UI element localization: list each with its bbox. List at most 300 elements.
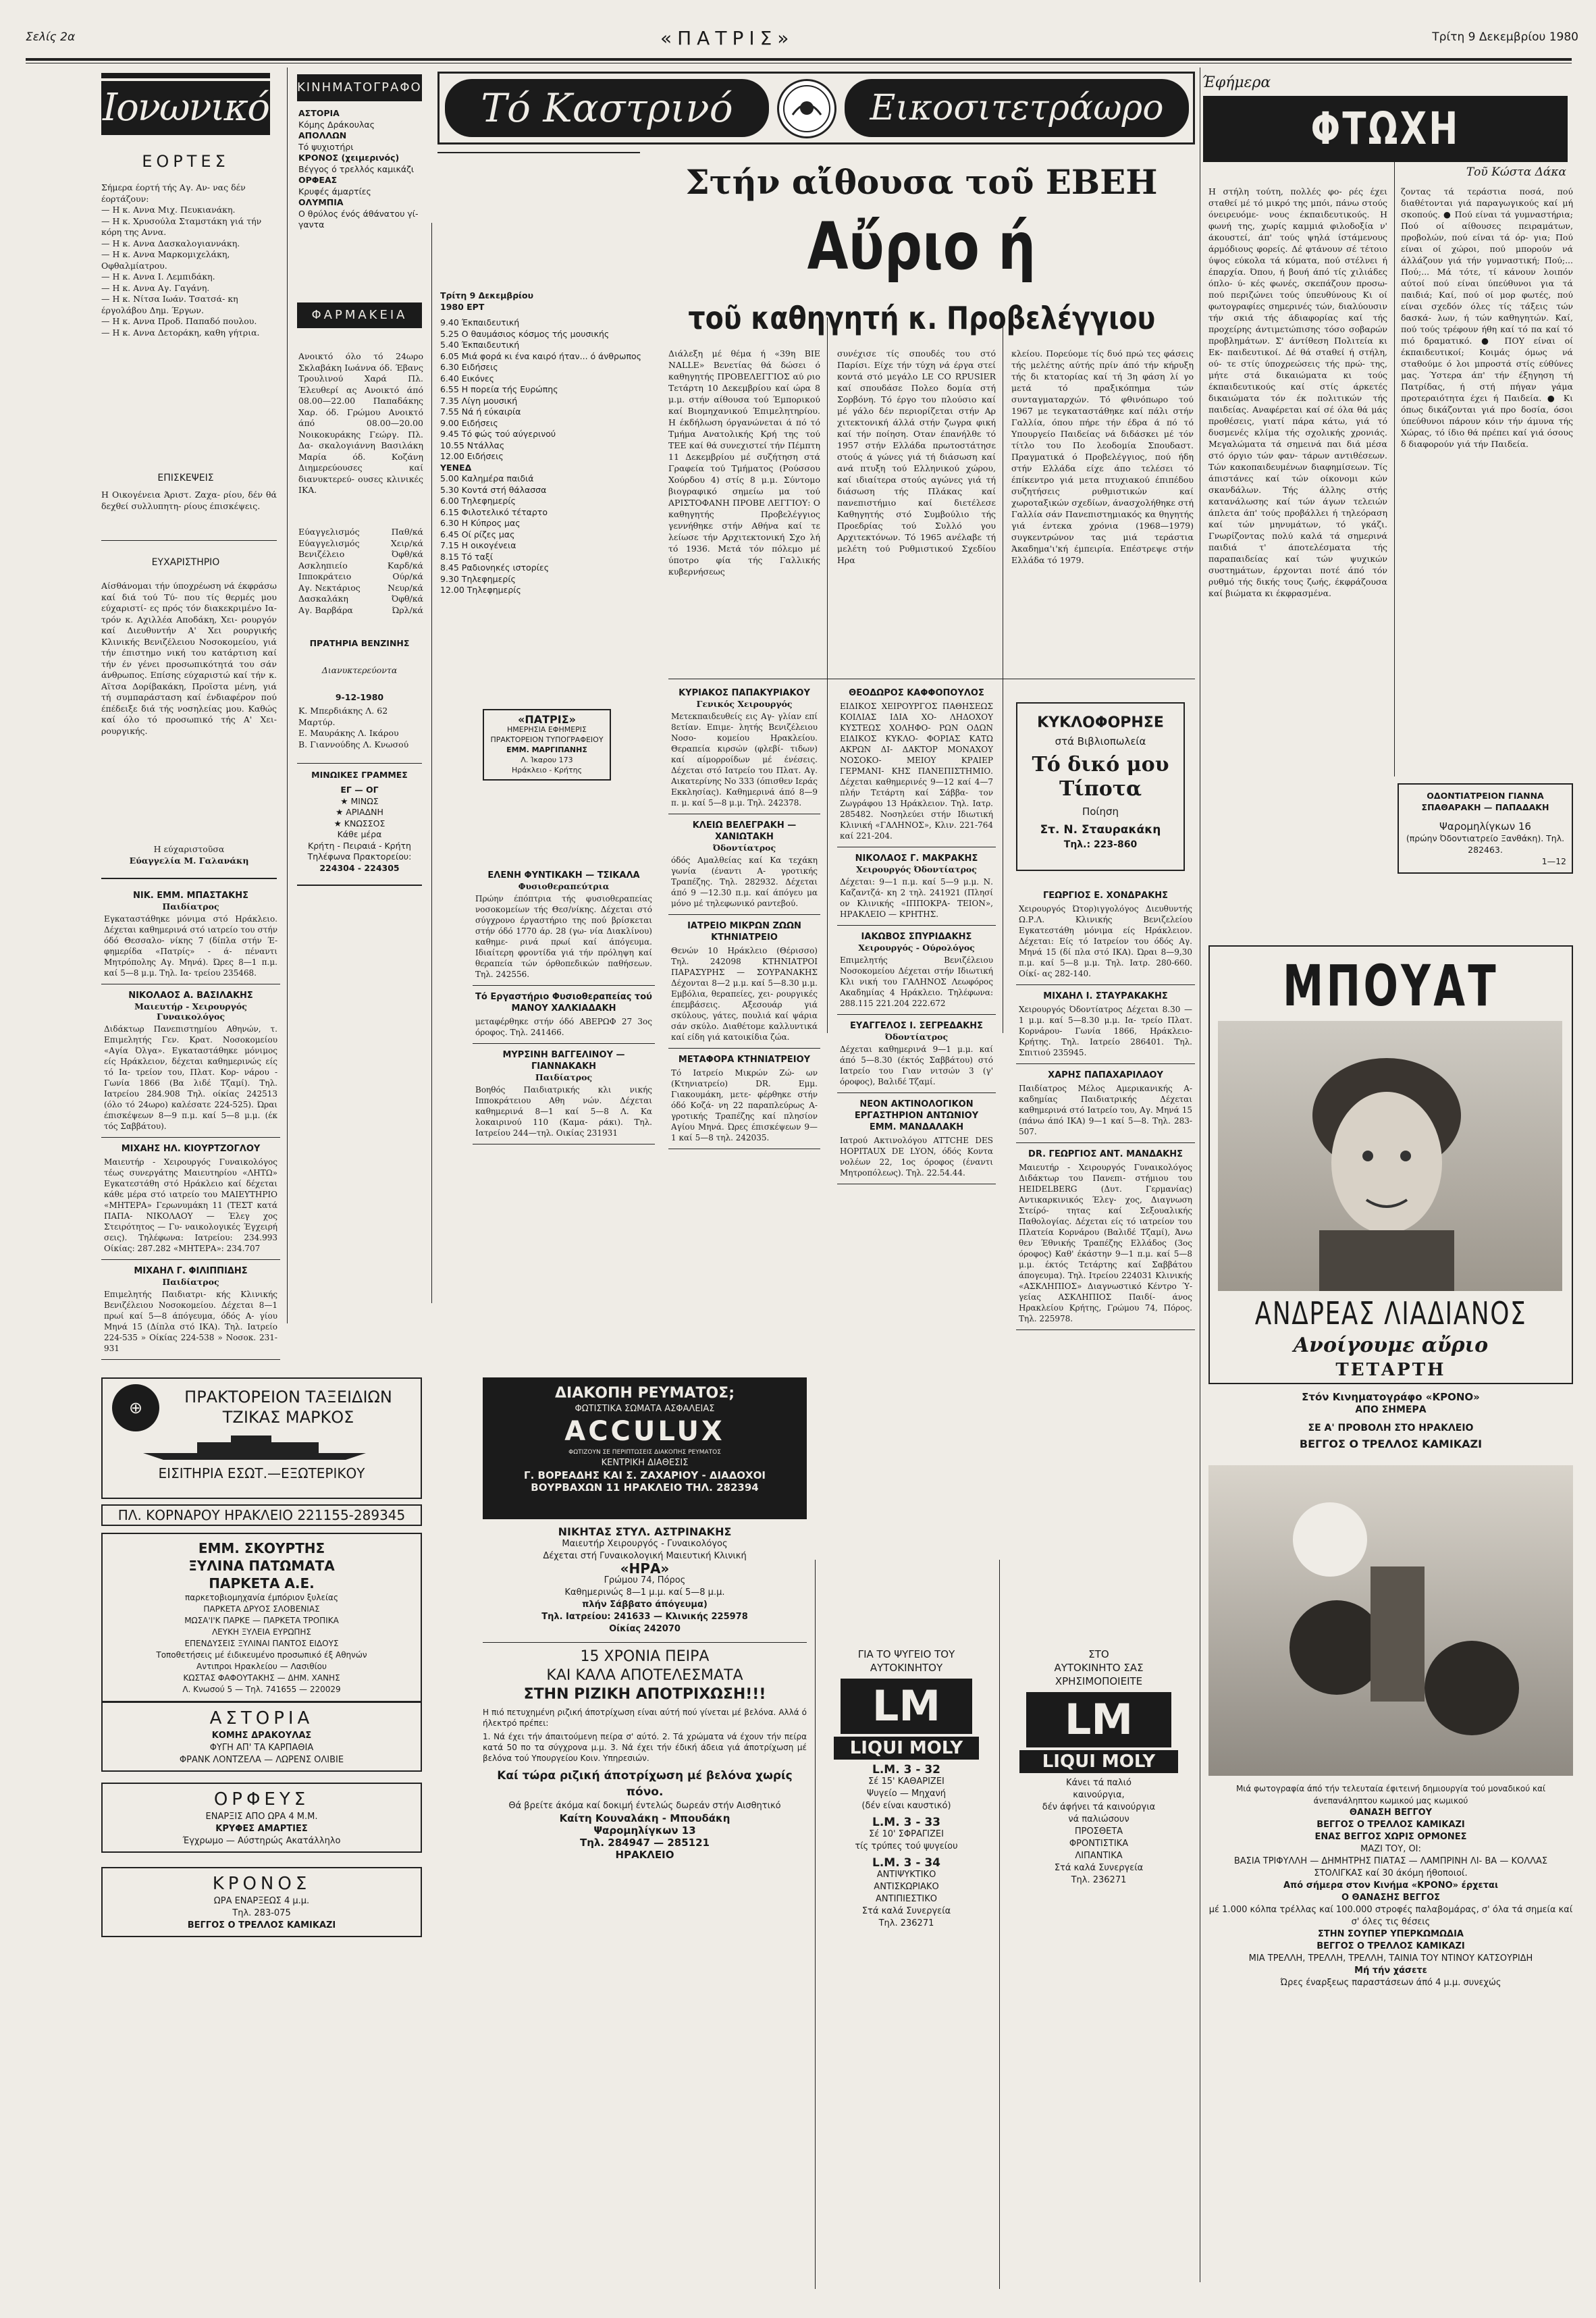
doctor-ad — [1016, 1143, 1195, 1330]
liqui-line: ΑΝΤΙΣΚΩΡΙΑΚΟ — [874, 1882, 939, 1892]
doctor-name: ΝΙΚΟΛΑΟΣ Α. ΒΑΣΙΛΑΚΗΣ — [128, 991, 253, 1001]
minoan-title: ΜΙΝΩΙΚΕΣ ΓΡΑΜΜΕΣ — [311, 770, 408, 780]
clinic-row — [298, 538, 423, 550]
minoan-line: ★ ΑΡΙΑΔΝΗ — [336, 807, 383, 817]
liqui-line: Σέ 10' ΣΦΡΑΓΙΖΕΙ — [869, 1829, 944, 1839]
doctor-name: ΧΑΡΗΣ ΠΑΠΑΧΑΡΙΛΑΟΥ — [1048, 1070, 1163, 1080]
parquet-line: ΜΩΣΑ'Ι'Κ ΠΑΡΚΕ — ΠΑΡΚΕΤΑ ΤΡΟΠΙΚΑ — [184, 1616, 339, 1625]
lecture-text-3: κλείου. Πορεύομε τίς δυό πρώ τες φάσεις τής μελέτης αύτής πρίν άπό τήν κήρυξη τής δι κτατορίας καί τή 3η φάση λί γο μετά τό πραξικόπημα τών συνταγματαρχών. Τό φθινόπωρο τού 1967 με τεγκαταστάθηκε καί πάλι στήν Γαλλία, όπου πήρε τήν έδρα ά πό τό Υπουργείο Παιδείας νά διδάσκει μέ τόν τίτλο του Πο λεοδομία Σπουδαστ. Πραγματικά ό Προβελέγγιος, πού ήδη στήν Ελλάδα είχε άπο τελέσει τό έπίκεντρο γιά μετα πτυχιακού έπιπέδου συζητήσεις ρυθμιστικών καί χωροταξικών σχεδίων, άνασχολήθηκε στή Γαλλία σάν Πανεπιστημιακός κα θηγητής γιά έντεκα χρόνια (1968—1979) συγκεντρώνον τας μιά τεράστια Άκαδημα'ι'κή έμπειρία. Επέστρεψε στήν Ελλάδα τό 1979. — [1011, 348, 1194, 565]
doctor-specialty: Γενικός Χειρουργός — [696, 699, 793, 709]
lecture-headline: Αὔριο ή — [807, 209, 1036, 284]
patris-line: ΕΜΜ. ΜΑΡΓΙΠΑΝΗΣ — [506, 745, 587, 754]
hair-removal-line: Θά βρείτε άκόμα καί δοκιμή έντελώς δωρεάν στήν Αισθητικό — [508, 1801, 781, 1811]
petrol-list — [298, 706, 423, 750]
clinic-type: Παθ/κά — [391, 527, 423, 537]
minoan-line: ★ ΚΝΩΣΣΟΣ — [334, 818, 385, 828]
parquet-line: ΠΑΡΚΕΤΑ ΔΡΥΟΣ ΣΛΟΒΕΝΙΑΣ — [203, 1604, 320, 1614]
liqui-line: νά παλιώσουν — [1068, 1814, 1129, 1824]
tv-item: 5.30 Κοντά στή θάλασσα — [440, 484, 547, 495]
parquet-ad — [101, 1533, 422, 1702]
astoria-line: ΦΡΑΝΚ ΛΟΝΤΖΕΛΑ — ΛΩΡΕΝΣ ΟΛΙΒΙΕ — [179, 1755, 344, 1765]
doctor-details: ΕΙΔΙΚΟΣ ΧΕΙΡΟΥΡΓΟΣ ΠΑΘΗΣΕΩΣ ΚΟΙΛΙΑΣ ΙΔΙΑ ΧΟ- ΛΗΔΟΧΟΥ ΚΥΣΤΕΩΣ ΧΟΛΗΦΟ- ΡΩΝ ΟΔΩΝ ΕΙΔΙΚΟΣ ΚΥΚΛΟ- ΦΟΡΙΑΣ ΚΑΤΩ ΑΚΡΩΝ ΔΙ- ΔΑΚΤΟΡ ΜΟΝΑΧΟΥ ΝΟΣΟΚΟ- ΜΕΙΟΥ ΚΡΑΙΕΡ ΓΕΡΜΑΝΙ- ΚΗΣ ΠΑΝΕΠΙΣΤΗΜΙΟ. Δέχεται καθημερινές 9—12 καί 4—7 πλήν Τετάρτη καί Σάββα- τον Ζωγράφου 13 Ηράκλειον. Τηλ. Ιατρ. 285482. Νοσηλεύει στήν Ιδιωτική Κλινική «ΓΑΛΗΝΟΣ», Κλιν. 221-764 καί 221-204. — [840, 702, 993, 841]
orfeus-line: Έγχρωμο — Αύστηρώς Ακατάλληλο — [182, 1836, 341, 1846]
travel-address: ΠΛ. ΚΟΡΝΑΡΟΥ ΗΡΑΚΛΕΙΟ 221155-289345 — [101, 1504, 422, 1526]
doctor-name: ΕΛΕΝΗ ΦΥΝΤΙΚΑΚΗ — ΤΣΙΚΑΛΑ — [487, 870, 640, 880]
cinema-line: ΟΡΦΕΑΣ — [298, 175, 338, 185]
tv-item: 10.55 Ντάλλας — [440, 440, 505, 450]
clinic-name: Βενιζέλειο — [298, 549, 345, 559]
ship-icon — [143, 1433, 379, 1460]
doctor-ad — [668, 1049, 820, 1149]
liqui-line: L.M. 3 - 33 — [872, 1816, 940, 1829]
liqui-line: ΛΙΠΑΝΤΙΚΑ — [1075, 1851, 1123, 1861]
doctor-name: ΜΕΤΑΦΟΡΑ ΚΤΗΝΙΑΤΡΕΙΟΥ — [678, 1055, 811, 1065]
book-ad: ΚΥΚΛΟΦΟΡΗΣΕ στά Βιβλιοπωλεία Τό δικό μου Τίποτα Ποίηση Στ. Ν. Σταυρακάκη Τηλ.: 223-860 — [1016, 702, 1185, 871]
acculux-line: Γ. ΒΟΡΕΑΔΗΣ ΚΑΙ Σ. ΖΑΧΑΡΙΟΥ - ΔΙΑΔΟΧΟΙ — [524, 1469, 766, 1481]
clinic-row — [298, 594, 423, 605]
minoan-line: Τηλέφωνα Πρακτορείου: — [307, 851, 412, 862]
tv-item: 7.35 Λίγη μουσική — [440, 395, 518, 406]
minoan-line: ★ ΜΙΝΩΣ — [340, 795, 379, 806]
tv-item: 9.30 Τηλεφημερίς — [440, 573, 516, 584]
patris-box — [483, 709, 611, 781]
minoan-line: 224304 - 224305 — [319, 862, 400, 873]
thanks-sign: Η εύχαριστοῦσα Εύαγγελία Μ. Γαλανάκη — [129, 844, 249, 866]
orfeus-line: ΚΡΥΦΕΣ ΑΜΑΡΤΙΕΣ — [215, 1824, 308, 1834]
cinema-line: Ο θρύλος ένός άθάνατου γί- γαντα — [298, 208, 419, 230]
minoan-line: Κάθε μέρα — [337, 829, 382, 839]
liqui-line: ΣΤΟ — [1088, 1648, 1109, 1660]
doctor-ad — [1016, 1064, 1195, 1143]
kronos-line: ΒΕΓΓΟΣ Ο ΤΡΕΛΛΟΣ ΚΑΜΙΚΑΖΙ — [187, 1920, 336, 1930]
kronos-detail-line: ΣΤΗΝ ΣΟΥΠΕΡ ΥΠΕΡΚΩΜΩΔΙΑ — [1318, 1929, 1464, 1939]
doctor-name: DR. ΓΕΩΡΓΙΟΣ ΑΝΤ. ΜΑΝΔΑΚΗΣ — [1028, 1149, 1183, 1159]
kronos-detail-line: ΕΝΑΣ ΒΕΓΓΟΣ ΧΩΡΙΣ ΟΡΜΟΝΕΣ — [1314, 1832, 1467, 1842]
column-kicker: Έφήμερα — [1202, 74, 1271, 91]
kronos-detail-line: ΒΕΓΓΟΣ Ο ΤΡΕΛΛΟΣ ΚΑΜΙΚΑΖΙ — [1316, 1941, 1465, 1951]
parquet-line: ΞΥΛΙΝΑ ΠΑΤΩΜΑΤΑ — [188, 1558, 335, 1574]
tv-item: 5.40 Έκπαιδευτική — [440, 340, 520, 350]
singer-name: ΑΝΔΡΕΑΣ ΛΙΑΔΙΑΝΟΣ — [1254, 1295, 1527, 1332]
doctor-details: Βοηθός Παιδιατρικής κλι νικής Ιπποκράτειου Αθη νών. Δέχεται καθημερινά 8—1 καί 5—8 Λ. Κα λοκαιρινού 110 (Καμα- ράκι). Τηλ. Ιατρείου 244—τηλ. Οικίας 231931 — [475, 1085, 652, 1138]
lecture-text-2: συνέχισε τίς σπουδές του στό Παρίσι. Είχε τήν τύχη νά έργα στεί κοντά στό μεγάλο LE CO RPUSIER καί σπουδάσε Πολεο δομία στή Σορβόνη. Τό έργο του πλούσιο καί μέ γάλο δέν περιορίζεται στήν Αρ χιτεκτονική άλλά στήν ζωγρα φική καί τήν ποίηση. Οταν έπανήλθε τό 1957 στήν Ελλάδα πρωτοστάτησε στούς ά γώνες γιά τή διάσωση καί ανά πτυξη τού Ελληνικού χώρου, καί ιδιαίτερα στούς αγώνες γιά τή διάσωση τής Πλάκας καί πανεπιστήμιο καί διετέλεσε Καθηγητής στό Συμβούλιο τής Προεδρίας τού Συλλό γου Αρχιτεκτόνων. Τό 1965 ανέλαβε τή μελέτη τού Ρυθμιστικού Σχεδίου Ηρα — [837, 348, 996, 565]
liqui-line: LM — [1026, 1692, 1171, 1747]
kronos-detail-line: ΜΙΑ ΤΡΕΛΛΗ, ΤΡΕΛΛΗ, ΤΡΕΛΛΗ, ΤΑΙΝΙΑ ΤΟΥ ΝΤΙΝΟΥ ΚΑΤΣΟΥΡΙΔΗ — [1248, 1953, 1533, 1964]
minoan-line: Κρήτη - Πειραιά - Κρήτη — [308, 840, 411, 851]
doctor-specialty: Παιδίατρος — [162, 901, 219, 912]
cinema-line: Κρυφές άμαρτίες — [298, 186, 371, 196]
tv-item: ΥΕΝΕΔ — [440, 462, 472, 473]
doctor-name: ΚΥΡΙΑΚΟΣ ΠΑΠΑΚΥΡΙΑΚΟΥ — [679, 688, 810, 698]
doctor-specialty: Όδοντίατρος — [712, 843, 776, 853]
liqui-line: καινούργια, — [1073, 1790, 1125, 1800]
kronos-detail-line: Από σήμερα στον Κινήμα «ΚΡΟΝΟ» έρχεται — [1283, 1880, 1499, 1891]
doctor-details: Πρώην έπόπτρια τής φυσιοθεραπείας νοσοκομείων τής Θεσ/νίκης. Δέχεται στό σύγχρονο έργαστήριο της πού βρίσκεται στήν όδό 1770 άρ. 28 (γω- νία Διακλίνου) καθημε- ρινά πρωί καί άπόγευμα. Ιδιαίτερη φροντίδα γιά τήν πρόληψη καί θεραπεία τών όρθοπεδικών παθήσεων. Τηλ. 242556. — [475, 894, 652, 979]
doctor-details: Διδάκτωρ Πανεπιστημίου Αθηνών, τ. Επιμελητής Γεν. Κρατ. Νοσοκομείου «Αγία Όλγα». Εγκαταστάθηκε μόνιμος είς Ηράκλειον, δέχεται καθημερινώς είς τό Ια- τρείον του, Πλατ. Κορ- νάρου - Γωνία 1866 (Βα λιδέ Τζαμί). Τηλ. Ιατρείου 284.908 Τηλ. οίκίας 242513 (όλο τό 24ωρο) καλέσατε 224-525). Ώραι έπισκέψεων 8—9 π.μ. καί 5—8 μ.μ. (έκ τός Σαββάτου). — [104, 1024, 277, 1131]
doctor-ad — [837, 1093, 996, 1184]
doctor-name: ΚΛΕΙΩ ΒΕΛΕΓΡΑΚΗ —ΧΑΝΙΩΤΑΚΗ — [692, 820, 797, 842]
clinic-name: Εύαγγελισμός — [298, 527, 360, 537]
liqui-line: (δέν είναι καυστικό) — [861, 1801, 951, 1811]
column-text-2: ζοντας τά τεράστια ποσά, πού διαθέτονται γιά παραγωγικούς καί μή σκοπούς. ● Πού είναι τά γυμναστήρια; Πού οί αίθουσες πειραμάτων, προβολών, πού είναι τά όρ- για; Πού είναι οί χώροι, πού μπορούν νά άλλάζουν γιά τήν γυμναστική; Πού;... Πού;... Μά τότε, τί κάνουν λοιπόν αύτοί πού είναι ύπεύθυνοι για τά παιδιά; Καί, πού οί μορ φωτές, πού είναι σχεδόν όλες τίς τάξεις τών δασκά- λων, ή τών καθηγητών. Καί, πού τούς τρέφουν ήθη καί τό πα καί τό πιό δραματικό. ● ΠΟΥ είναι οί έκπαιδευτικοί; Κοιμάς όμως νά σταθούμε ό λοι μπροστά στίς εύθύνες μας. Ύστερα άπ' τήν έξηγηση τή Πατρίδας, ή στή πήγαν γάμα προτεραιότητα έχει ή Παιδεία. ● Κι όπως δικάζονται γιά προ δοσία, όσοι ύπεύθυνοι πάρουν κόιν τήν άμυνα τής Χώρας, τό ίδιο θά πρέπει καί γιά όσους δ διαφορούν γιά τήν Παιδεία. — [1401, 186, 1573, 449]
hair-removal-line: ΗΡΑΚΛΕΙΟ — [615, 1849, 674, 1861]
lecture-subhead: τοῦ καθηγητή κ. Προβελέγγιου — [688, 300, 1155, 336]
parquet-line: ΕΠΕΝΔΥΣΕΙΣ ΞΥΛΙΝΑΙ ΠΑΝΤΟΣ ΕΙΔΟΥΣ — [184, 1639, 339, 1648]
doctor-ad — [473, 1044, 655, 1144]
doctor-name: ΝΙΚΟΛΑΟΣ Γ. ΜΑΚΡΑΚΗΣ — [855, 853, 978, 864]
parquet-line: ΠΑΡΚΕΤΑ Α.Ε. — [209, 1575, 315, 1591]
parquet-line: ΚΩΣΤΑΣ ΦΑΦΟΥΤΑΚΗΣ — ΔΗΜ. ΧΑΝΗΣ — [183, 1673, 340, 1683]
doctor-ad — [1016, 885, 1195, 985]
hair-removal-line: 1. Νά έχει τήν άπαιτούμενη πείρα σ' αύτό. 2. Τά χρώματα νά έχουν τήν πείρα κατά 50 πο τα σύγχρονα μ.μ. 3. Νά έχει τήν έδική άδεια γιά άποτρίχωση μέ βελόνα τού Υπουργείου Κοιν. Υπηρεσιών. — [483, 1732, 807, 1763]
doctor-details: Μετεκπαιδευθείς εις Αγ- γλίαν επί 8ετίαν. Επιμε- λητής Βενιζέλειου Νοσο- κομείου Ηρακλείου. Θεραπεία κιρσών (φλεβί- τιδων) καί αίμορροίδων μέ ένέσεις. Δέχεται στό Ιατρείο του Πλατ. Αγ. Αικατερίνης Νο 333 (όπισθεν Ιεράς Εκκλησίας). Καθημερινά άπό 8—9 π. μ. καί 5—8 μ.μ. Τηλ. 242378. — [671, 712, 818, 808]
liqui-line: τίς τρύπες τού ψυγείου — [855, 1841, 958, 1851]
tv-item: 5.25 Ο θαυμάσιος κόσμος τής μουσικής — [440, 328, 610, 339]
clinic-row — [298, 560, 423, 572]
thanks-text: Αίσθάνομαι τήν ύποχρέωση νά έκφράσω καί διά τού Τύ- που τίς θερμές μου εύχαριστί- ες πρός τόν διακεκριμένο Ια- τρόν κ. Αχιλλέα Αποδάκη, Χει- ρουργόν καί Διευθυντήν Α' Χει ρουργικής Κλινικής Βενιζέλειου Νοσοκομείου, γιά τήν έπιστημο νική του κατάρτιση καί τήν έν γένει προσωπικότητά του σάν άνθρωπος. Επίσης εύχαριστώ καί τήν κ. Αϊτσα Δορίβακάκη, Προϊστα μένη, γιά τή συμπαράσταση καί ένδιαφέρον πού έπέδειξε διά τής νοσηλείας μου. Καθώς καί όλο τό προσωπικό τής Α' Χει- ρουργικής. — [101, 581, 277, 736]
cinema-line: ΟΛΥΜΠΙΑ — [298, 197, 344, 207]
liqui-line: LM — [841, 1679, 972, 1734]
doctor-name: ΝΕΟΝ ΑΚΤΙΝΟΛΟΓΙΚΟΝ ΕΡΓΑΣΤΗΡΙΟΝ ΑΝΤΩΝΙΟΥ ΕΜΜ. ΜΑΝΔΑΛΑΚΗ — [854, 1099, 979, 1132]
clinic-row — [298, 549, 423, 560]
doctors-right — [1016, 885, 1195, 1330]
kronos-line: ΩΡΑ ΕΝΑΡΞΕΩΣ 4 μ.μ. — [213, 1896, 310, 1906]
pharmacy-title: ΦΑΡΜΑΚΕΙΑ — [297, 302, 422, 328]
singer-photo — [1218, 1021, 1562, 1291]
acculux-line: ACCULUX — [564, 1416, 725, 1447]
doctor-details: μεταφέρθηκε στήν όδό ΑΒΕΡΩΦ 27 3ος όροφος. Τηλ. 241466. — [475, 1017, 652, 1037]
kronos-detail-line: Ώρες έναρξεως παραστάσεων άπό 4 μ.μ. συνεχώς — [1280, 1978, 1501, 1988]
cinema-line: ΚΡΟΝΟΣ (χειμερινός) — [298, 153, 400, 163]
acculux-ad — [483, 1377, 807, 1519]
liqui-line: ΑΝΤΙΠΙΕΣΤΙΚΟ — [876, 1894, 937, 1904]
doctor-ad — [101, 885, 280, 984]
kronos-detail-line: Μή τήν χάσετε — [1354, 1966, 1427, 1976]
liqui-moly-ad-1 — [820, 1648, 992, 1930]
astrinakis-ad — [483, 1526, 807, 1635]
petrol-line: Β. Γιαννούδης Λ. Κνωσού — [298, 739, 409, 749]
petrol-line: Ε. Μαυράκης Λ. Ικάρου — [298, 728, 399, 738]
tv-item: 9.40 Έκπαιδευτική — [440, 317, 520, 327]
clinic-name: Δασκαλάκη — [298, 594, 348, 604]
doctors-left — [101, 885, 280, 1360]
astrinakis-line: πλήν Σάββατο άπόγευμα) — [582, 1600, 708, 1610]
doctor-ad — [837, 847, 996, 926]
doctor-details: Δέχεται: 9—1 π.μ. καί 5—9 μ.μ. Ν. Καζαντζά- κη 2 τηλ. 241921 (Πλησί ον Κλινικής «ΙΠΠΟΚΡΑ- ΤΕΙΟΝ», ΗΡΑΚΛΕΙΟ — ΚΡΗΤΗΣ. — [840, 877, 993, 919]
hair-removal-line: ΣΤΗΝ ΡΙΖΙΚΗ ΑΠΟΤΡΙΧΩΣΗ!!! — [523, 1686, 766, 1703]
astrinakis-line: Οίκίας 242070 — [609, 1624, 681, 1634]
astrinakis-line: Γρώμου 74, Πόρος — [604, 1575, 686, 1585]
patris-line: Ηράκλειο - Κρήτης — [511, 766, 583, 774]
patris-line: «ΠΑΤΡΙΣ» — [518, 713, 576, 726]
tv-item: 6.15 Φιλοτελικό τέταρτο — [440, 506, 548, 517]
opening-day: ΤΕΤΑΡΤΗ — [1335, 1360, 1446, 1380]
clinic-name: Εύαγγελισμός — [298, 537, 360, 548]
liqui-line: δέν άφήνει τά καινούργια — [1042, 1802, 1156, 1812]
tv-item: 6.00 Τηλεφημερίς — [440, 496, 516, 506]
astrinakis-line: Τηλ. Ιατρείου: 241633 — Κλινικής 225978 — [541, 1612, 748, 1622]
petrol-sub: Διανυκτερεύοντα — [321, 665, 398, 675]
liqui-moly-ad-2 — [1006, 1648, 1192, 1887]
acculux-line: ΔΙΑΚΟΠΗ ΡΕΥΜΑΤΟΣ; — [554, 1385, 735, 1402]
dentist-ad: ΟΔΟΝΤΙΑΤΡΕΙΟΝ ΓΙΑΝΝΑ ΣΠΑΘΑΡΑΚΗ — ΠΑΠΑΔΑΚΗ Ψαρομηλίγκων 16 (πρώην Όδοντιατρείο Ξανθάκη). Τηλ. 282463. 1—12 — [1398, 783, 1573, 874]
banner-left: Τό Καστρινό — [445, 79, 769, 137]
issue-date: Τρίτη 9 Δεκεμβρίου 1980 — [1432, 30, 1578, 44]
liqui-line: ΑΥΤΟΚΙΝΗΤΟ ΣΑΣ — [1054, 1662, 1144, 1674]
travel-ad — [101, 1377, 422, 1499]
liqui-line: LIQUI MOLY — [834, 1737, 979, 1760]
kronos-small-ad — [101, 1867, 422, 1937]
doctor-ad — [837, 682, 996, 847]
parquet-line: Λ. Κνωσού 5 — Τηλ. 741655 — 220029 — [182, 1685, 341, 1694]
kronos-detail-line: Ο ΘΑΝΑΣΗΣ ΒΕΓΓΟΣ — [1341, 1893, 1441, 1903]
hair-removal-line: Τηλ. 284947 — 285121 — [579, 1837, 710, 1849]
clinic-name: Ασκληπιείο — [298, 560, 348, 571]
acculux-line: ΦΩΤΙΖΟΥΝ ΣΕ ΠΕΡΙΠΤΩΣΕΙΣ ΔΙΑΚΟΠΗΣ ΡΕΥΜΑΤΟΣ — [568, 1449, 721, 1456]
cinema-line: Τό ψυχιοτήρι — [298, 141, 354, 152]
hair-removal-line: ΚΑΙ ΚΑΛΑ ΑΠΟΤΕΛΕΣΜΑΤΑ — [546, 1667, 743, 1684]
lecture-kicker: Στήν αἴθουσα τοῦ ΕΒΕΗ — [685, 162, 1158, 202]
doctor-specialty: Όδοντίατρος — [884, 1032, 949, 1042]
clinic-row — [298, 571, 423, 583]
cinema-list — [298, 108, 423, 231]
doctor-details: Παιδίατρος Μέλος Αμερικανικής Α- καδημίας Παιδιατρικής Δέχεται καθημερινά στό Ιατρείο του, Αγ. Μηνά 15 (πάνω άπό ΙΚΑ) 9—1 καί 5—8. Τηλ. 283-507. — [1019, 1084, 1192, 1136]
doctor-name: ΓΕΩΡΓΙΟΣ Ε. ΧΟΝΔΡΑΚΗΣ — [1042, 891, 1169, 901]
liqui-line: Ψυγείο — Μηχανή — [866, 1789, 947, 1799]
parquet-line: ΛΕΥΚΗ ΞΥΛΕΙΑ ΕΥΡΩΠΗΣ — [211, 1627, 312, 1637]
clinic-row — [298, 583, 423, 594]
doctor-ad — [668, 814, 820, 915]
astoria-line: ΑΣΤΟΡΙΑ — [209, 1708, 314, 1729]
kronos-detail-line: ΒΑΣΙΑ ΤΡΙΦΥΛΛΗ — ΔΗΜΗΤΡΗΣ ΠΙΑΤΑΣ — ΛΑΜΠΡΙΝΗ ΛΙ- ΒΑ — ΚΟΛΛΑΣ ΣΤΟΛΙΓΚΑΣ καί 30 άκόμη ήθοποιοί. — [1233, 1856, 1548, 1878]
parquet-line: Τοποθετήσεις μέ έιδικευμένο προσωπικό έξ Αθηνών — [156, 1650, 367, 1660]
clinic-name: Αγ. Βαρβάρα — [298, 604, 353, 615]
feast-line: Σήμερα έορτή τής Αγ. Αν- νας δέν έορτάζουν: — [101, 182, 246, 204]
doctor-ad — [668, 915, 820, 1049]
parquet-line: παρκετοβιομηχανία έμπόριον ξυλείας — [185, 1593, 338, 1602]
hair-removal-line: Ψαρομηλίγκων 13 — [593, 1824, 696, 1837]
hair-removal-line: Καίτη Κουναλάκη - Μπουδάκη — [559, 1812, 730, 1824]
column-text-1: Η στήλη τούτη, πολλές φο- ρές έχει σταθεί μέ τό μικρό της μπόι, πάνω στούς όνειρευόμε- νους έκπαιδευτικούς. Η φωνή της, χωρίς καμμιά φιλοδοξία ν' άκουστεί, άπ' τούς ψηλά ίστάμενους άρμόδιους φορείς. Δέ φτάνουν σέ τέτοιο ύψος εύκολα τά κύματα, πού στέλνει ή έπαρχία. Όπου, ή βουή άπό τίς χιλιάδες όπλο- ύ- κές φωνές, σκεπάζουν προσω- πού περιζώνει τούς ύπευθύνους Κι οί φωτογραφίες σημερινές τών, διαλύουσιν τήν σκιά τής άδιαφορίας καί τής προχείρης άντιμετώπισης τόσο σοβαρών προβλημάτων. Σ' άντίθεση Πολιτεία κι Εκ- παιδευτικοί. Δέ θά σταθεί ή στήλη, ού- τε στίς ύποχρεώσεις τής πρώ- της, μήτε στά δικαιώματα κι τούς έκπαιδευτικούς καί στίς άρκετές δικαιώματα τόν έκ πολιτικών τής παιδείας. Αναφέρεται καί σέ όλα θά μάς προθέσεις, γιατί πάρα κάτω, γιά τό δυσμενές κλίμα τής σχολικής χρονιάς. Μεγαλώματα τά σημεινά παι διά μέσα στό όργιο τών φαν- τάρων αντιθέσεων. Τών κακοπαιδευμένων διαφημίσεων. Τίς άπιστάνες καί τών οίκονομι κών σκανδάλων. Τής άλλης στής κατανάλωσης καί τών άγων τελειών άπλετα άπ' τούς προβάλλει ή τηλεόραση καί τών μηνυμάτων, τό γκάζι. Γνωρίζοντας πολύ καλά τά σημερινά παιδιά τ' άποτελέσματα τής παραπαιδείας καί τών ψυχικών συστημάτων, έρχονται ποτέ άπό τόν ρυθμό τής δικής τους ζωής, έκφράζουσα καί βιώματα κι έκφρασμένα. — [1208, 186, 1387, 598]
tv-item: 8.15 Τό ταξί — [440, 551, 494, 562]
visits-title: ΕΠΙΣΚΕΨΕΙΣ — [157, 473, 214, 483]
tv-item: 6.30 Ειδήσεις — [440, 362, 498, 372]
seal-icon — [777, 79, 836, 138]
acculux-line: ΦΩΤΙΣΤΙΚΑ ΣΩΜΑΤΑ ΑΣΦΑΛΕΙΑΣ — [575, 1404, 715, 1414]
opening: Ανοίγουμε αὔριο — [1293, 1334, 1489, 1357]
column-title: ΦΤΩΧΗ — [1203, 96, 1568, 162]
feasts-title: ΕΟΡΤΕΣ — [142, 152, 230, 171]
orfeus-line: ΟΡΦΕΥΣ — [213, 1789, 310, 1810]
liqui-line: ΧΡΗΣΙΜΟΠΟΙΕΙΤΕ — [1055, 1675, 1143, 1687]
orfeus-ad — [101, 1783, 422, 1853]
travel-logo-icon: ⊕ — [112, 1384, 159, 1431]
petrol-line: Κ. Μπερδιάκης Λ. 62 Μαρτύρ. — [298, 706, 388, 727]
tv-header: Τρίτη 9 Δεκεμβρίου 1980 ΕΡΤ — [440, 290, 534, 312]
orfeus-line: ΕΝΑΡΞΙΣ ΑΠΟ ΩΡΑ 4 Μ.Μ. — [205, 1812, 318, 1822]
feast-line: — Η κ. Νίτσα Ιωάν. Τσατσά- κη έργολάβου Δημ. Έργων. — [101, 294, 238, 315]
astrinakis-line: Μαιευτήρ Χειρουργός - Γυναικολόγος — [562, 1539, 728, 1549]
cinema-line: Κόμης Δράκουλας — [298, 119, 375, 130]
travel-title: ΠΡΑΚΤΟΡΕΙΟΝ ΤΑΞΕΙΔΙΩΝ ΤΖΙΚΑΣ ΜΑΡΚΟΣ — [184, 1388, 392, 1427]
cinema-line: Βέγγος ό τρελλός καμικάζι — [298, 163, 415, 174]
doctor-specialty: Φυσιοθεραπεύτρια — [518, 881, 610, 891]
astrinakis-line: «ΗΡΑ» — [620, 1560, 670, 1577]
feast-line: — Η κ. Αννα Ι. Λεμπιδάκη. — [101, 271, 215, 282]
clinic-type: Όφθ/κά — [391, 549, 423, 559]
thanks-title: ΕΥΧΑΡΙΣΤΗΡΙΟ — [151, 557, 220, 568]
doctor-name: ΜΙΧΑΗΣ ΗΛ. ΚΙΟΥΡΤΖΟΓΛΟΥ — [121, 1144, 261, 1154]
tv-item: 8.45 Ραδιονηκές ιστορίες — [440, 562, 550, 573]
liqui-line: ΠΡΟΣΘΕΤΑ — [1074, 1826, 1123, 1837]
minoan-line: ΕΓ — ΟΓ — [340, 785, 379, 795]
movie-photo — [1208, 1465, 1573, 1776]
doctor-specialty: Μαιευτήρ - Χειρουργός Γυναικολόγος — [134, 1001, 247, 1022]
feast-logo: Ιονωνικό — [101, 81, 270, 135]
doctor-name: ΜΙΧΑΗΛ Ι. ΣΤΑΥΡΑΚΑΚΗΣ — [1043, 991, 1168, 1001]
tv-item: 6.45 Οί ρίζες μας — [440, 529, 515, 539]
parquet-line: Αντιπροι Ηρακλείου — Λασιθίου — [196, 1662, 327, 1671]
doctor-specialty: Χειρουργός Όδοντίατρος — [856, 864, 977, 874]
liqui-line: Τηλ. 236271 — [1071, 1875, 1127, 1885]
doctor-name: ΜΥΡΣΙΝΗ ΒΑΓΓΕΛΙΝΟΥ —ΓΙΑΝΝΑΚΑΚΗ — [502, 1050, 625, 1072]
tv-item: 6.05 Μιά φορά κι ένα καιρό ήταν... ό άνθρωπος — [440, 350, 641, 361]
visits-text: Η Οικογένεια Άριστ. Ζαχα- ρίου, δέν θά δεχθεί συλλυπητη- ρίους έπισκέψεις. — [101, 490, 277, 511]
doctor-details: Δέχεται καθημερινά 9—1 μ.μ. καί άπό 5—8.30 (έκτός Σαββάτου) στό Ιατρείο του Γιαν νιτσών 3 (γ' όροφος), Βαλιδέ Τζαμί. — [840, 1045, 993, 1086]
doctor-ad — [101, 1138, 280, 1260]
feast-line: — Η κ. Αννα Μιχ. Πευκιανάκη. — [101, 205, 236, 215]
tv-item: 6.30 Η Κύπρος μας — [440, 518, 521, 528]
banner — [437, 72, 1195, 144]
liqui-line: Σέ 15' ΚΑΘΑΡΙΖΕΙ — [868, 1776, 945, 1787]
doctors-mid-b — [837, 682, 996, 1184]
acculux-line: ΚΕΝΤΡΙΚΗ ΔΙΑΘΕΣΙΣ — [601, 1458, 689, 1468]
buat-retro-title: ΜΠΟΥΑΤ — [1283, 953, 1499, 1019]
liqui-line: LIQUI MOLY — [1019, 1750, 1178, 1773]
kronos-ad: Στόν Κινηματογράφο «ΚΡΟΝΟ» ΑΠΟ ΣΗΜΕΡΑ ΣΕ Α' ΠΡΟΒΟΛΗ ΣΤΟ ΗΡΑΚΛΕΙΟ ΒΕΓΓΟΣ Ο ΤΡΕΛΛΟΣ ΚΑΜΙΚΑΖΙ — [1299, 1391, 1483, 1450]
doctor-ad — [1016, 985, 1195, 1064]
clinic-type: Νευρ/κά — [388, 582, 423, 593]
banner-right: Εικοσιτετράωρο — [845, 79, 1189, 137]
tv-listing — [440, 317, 643, 596]
astoria-ad — [101, 1702, 422, 1772]
feast-line: — Η κ. Χρυσούλα Σταμστάκη γιά τήν κόρη της Αννα. — [101, 215, 262, 237]
newspaper-title: «ΠΑΤΡΙΣ» — [660, 27, 795, 49]
lecture-text-1: Διάλεξη μέ θέμα ή «39η ΒΙΕ ΝΑLLE» Βενετίας θά δώσει ό καθηγητής ΠΡΟΒΕΛΕΓΓΙΟΣ αύ ριο Τετάρτη 10 Δεκεμβρίου καί ώρα 8 μ.μ. στήν αίθουσα τού Έμπορικού καί Βιομηχανικού Έπιμελητηρίου. Η έκδήλωση όργανώνεται ά πό τό Τμήμα Ανατολικής Κρή της τού ΤΕΕ καί θά συνεχιστεί τήν Πέμπτη 11 Δεκεμβρίου μέ συζήτηση στά Γραφεία τού Τμήματος (Ρούσσου Χούρδου 4) στίς 8 μ.μ. Σύντομο βιογραφικό σημείω μα τού ΑΡΙΣΤΟΦΑΝΗ ΠΡΟΒΕ ΛΕΓΓΙΟΥ: Ο καθηγητής Προβελέγγιος γεννήθηκε στήν Αθήνα καί τε λείωσε τήν Αρχιτεκτονική Σχο λή τό 1936. Μετά τόν πόλεμο μέ ύποτρο φία τής Γαλλικής κυβερνήσεως — [668, 348, 820, 577]
kronos-details — [1208, 1783, 1573, 1989]
tv-item: 12.00 Τηλεφημερίς — [440, 585, 521, 595]
tv-item: 9.00 Ειδήσεις — [440, 417, 498, 428]
feast-line: — Η κ. Αννα Δασκαλογιαννάκη. — [101, 238, 240, 248]
clinic-row — [298, 605, 423, 616]
clinic-row — [298, 527, 423, 538]
hair-removal-line: Η πιό πετυχημένη ριζική άποτρίχωση είναι αύτή πού γίνεται μέ βελόνα. Αλλά ό ήλεκτρό πρέπει: — [483, 1708, 807, 1728]
tv-item: 6.55 Η πορεία τής Ευρώπης — [440, 384, 558, 394]
patris-line: ΗΜΕΡΗΣΙΑ ΕΦΗΜΕΡΙΣ — [507, 725, 587, 734]
doctor-ad — [101, 984, 280, 1138]
doctor-name: ΜΙΧΑΗΛ Γ. ΦΙΛΙΠΠΙΔΗΣ — [134, 1266, 248, 1276]
cinema-line: ΑΠΟΛΛΩΝ — [298, 130, 347, 140]
doctor-ad — [473, 986, 655, 1044]
tv-item: 7.55 Νά ή εύκαιρία — [440, 406, 521, 417]
doctor-ad — [837, 926, 996, 1015]
liqui-line: L.M. 3 - 34 — [872, 1856, 940, 1870]
tv-item: 5.00 Καλημέρα παιδιά — [440, 473, 534, 483]
liqui-line: L.M. 3 - 32 — [872, 1763, 940, 1776]
kronos-line: Τηλ. 283-075 — [232, 1908, 291, 1918]
clinic-name: Αγ. Νεκτάριος — [298, 582, 361, 593]
astrinakis-line: Δέχεται στή Γυναικολογική Μαιευτική Κλινική — [543, 1551, 747, 1561]
petrol-title: ΠΡΑΤΗΡΙΑ ΒΕΝΖΙΝΗΣ — [309, 638, 410, 648]
petrol-date: 9-12-1980 — [335, 692, 384, 702]
doctor-specialty: Παιδίατρος — [162, 1277, 219, 1287]
patris-line: ΠΡΑΚΤΟΡΕΙΟΝ ΤΥΠΟΓΡΑΦΕΙΟΥ — [490, 735, 604, 744]
patris-line: Λ. Ίκαρου 173 — [521, 756, 573, 764]
doctors-mid-a — [668, 682, 820, 1149]
doctor-name: ΙΑΚΩΒΟΣ ΣΠΥΡΙΔΑΚΗΣ — [861, 932, 972, 942]
clinic-type: Χειρ/κά — [390, 537, 423, 548]
feast-line: — Η κ. Αννα Δετοράκη, καθη γήτρια. — [101, 327, 260, 338]
doctor-ad — [473, 864, 655, 986]
doctor-name: ΙΑΤΡΕΙΟ ΜΙΚΡΩΝ ΖΩΩΝ ΚΤΗΝΙΑΤΡΕΙΟ — [687, 921, 801, 943]
liqui-line: Τηλ. 236271 — [878, 1918, 934, 1928]
column-author: Τοῦ Κώστα Δάκα — [1466, 165, 1566, 179]
doctor-details: Επιμελητής Παιδιατρι- κής Κλινικής Βενιζέλειου Νοσοκομείου. Δέχεται 8—1 πρωί καί 5—8 άπόγευμα, όδός Α- γίου Μηνά 15 (Δίπλα στό ΙΚΑ). Τηλ. Ιατρείο 224-535 » Οίκίας 224-538 » Νοσοκ. 231-931 — [104, 1290, 277, 1353]
page-number: Σελίς 2α — [26, 30, 76, 44]
doctor-ad — [837, 1015, 996, 1093]
doctor-details: Χειρουργός Ώτορ)ιγγολόγος Διευθυντής Ω.Ρ.Λ. Κλινικής Βενιζελείου Εγκατεστάθη μόνιμα είς Ηράκλειον. Δέχεται: Είς τό Ιατρείον του όδός Αγ. Μηνά 15 (δί πλα στό ΙΚΑ). Ώραι 8—9,30 π.μ. καί 5—8 μ.μ. Τηλ. Ιατρ. 280-660. Οίκί- ας 282-140. — [1019, 904, 1192, 978]
feast-line: — Η κ. Αννα Προδ. Παπαδό πουλου. — [101, 316, 257, 326]
feast-line: — Η κ. Αννα Μαρκομιχελάκη, Οφθαλμίατρου. — [101, 249, 230, 271]
doctor-details: Εγκαταστάθηκε μόνιμα στό Ηράκλειο. Δέχεται καθημερινά στό ιατρείο του στήν όδό Θεσσαλο- νίκης 7 (δίπλα στήν Έ- φημερίδα «Πατρίς» - ά- πέναντι Μητρόπολης Αγ. Μηνά). Ώρες 8—1 π.μ. καί 5—8 μ.μ. Τηλ. Ια- τρείου 235468. — [104, 914, 277, 978]
buat-retro-ad — [1208, 945, 1573, 1384]
kronos-detail-line: ΘΑΝΑΣΗ ΒΕΓΓΟΥ — [1349, 1808, 1433, 1818]
doctor-ad — [101, 1260, 280, 1360]
clinic-type: Όφθ/κά — [391, 594, 423, 604]
acculux-line: ΒΟΥΡΒΑΧΩΝ 11 ΗΡΑΚΛΕΙΟ ΤΗΛ. 282394 — [531, 1481, 759, 1494]
parquet-line: ΕΜΜ. ΣΚΟΥΡΤΗΣ — [198, 1540, 325, 1556]
cinema-title: ΚΙΝΗΜΑΤΟΓΡΑΦΟΙ — [297, 74, 422, 101]
doctor-details: Χειρουργός Όδοντίατρος Δέχεται 8.30 — 1 μ.μ. καί 5—8.30 μ.μ. Ια- τρείο Πλατ. Κορνάρου- Γωνία 1866, Ηράκλειο- Κρήτης. Τηλ. Ιατρείο 286401. Τηλ. Σπιτιού 235945. — [1019, 1005, 1192, 1057]
doctor-details: Μαιευτήρ - Χειρουργός Γυναικολόγος τέως συνεργάτης Μαιευτηρίου «ΛΗΤΩ» Εγκατεστάθη στό Ηράκλειο καί δέχεται κάθε μέρα στό ιατρείο του ΜΑΙΕΥΤΗΡΙΟ «ΜΗΤΕΡΑ» Γερωνυμάκη 11 (ΤΕΣΤ κατά ΠΑΠΑ- ΝΙΚΟΛΑΟΥ — Έλεγ χος Στειρότητος — Γυ- ναικολογικές Έγχειρή σεις). Τηλέφωνα: Ιατρείου: 234.993 Οίκίας: 287.282 «ΜΗΤΕΡΑ»: 234.707 — [104, 1157, 277, 1253]
kronos-line: ΚΡΟΝΟΣ — [212, 1874, 311, 1894]
doctor-specialty: Παιδίατρος — [535, 1072, 593, 1082]
doctor-details: όδός Αμαλθείας καί Κα τεχάκη γωνία (έναντι Α- γροτικής Τραπέζης. Τηλ. 282932. Δέχεται άπό 9 —12.30 π.μ. καί άπόγευ μα μόνο μέ τηλεφωνικό ραντεβού. — [671, 855, 818, 908]
doctor-specialty: Χειρουργός - Ούρολόγος — [858, 943, 975, 953]
tv-item: 6.40 Εικόνες — [440, 373, 495, 384]
liqui-line: Στά καλά Συνεργεία — [861, 1906, 951, 1916]
doctor-name: Τό Εργαστήριο Φυσιοθεραπείας τού ΜΑΝΟΥ ΧΑΛΚΙΑΔΑΚΗ — [475, 992, 652, 1013]
doctor-details: Θενών 10 Ηράκλειο (Θέρισσο) Τηλ. 242098 ΚΤΗΝΙΑΤΡΟΙ ΠΑΡΑΣΥΡΗΣ — ΣΟΥΡΑΝΑΚΗΣ Δέχονται 8—2 μ.μ. καί 5—8.30 μ.μ. Εμβόλια, θεραπείες, χει- ρουργικές έπεμβάσεις. Αξεσουάρ γιά σκύλους, γάτες, πουλιά καί ψάρια σάν σκύλο. Διαθέτομε καλλυντικά καί είδη γιά κατοικίδια ζώα. — [671, 946, 818, 1042]
hair-removal-ad — [483, 1648, 807, 1861]
tv-item: 9.45 Τό φώς τού αύγερινού — [440, 429, 556, 439]
doctor-details: Τό Ιατρείο Μικρών Ζώ- ων (Κτηνιατρείο) DR. Εμμ. Γιακουμάκη, μετε- φέρθηκε στήν όδό Κοζά- νη 22 παραπλεύρως Α- γροτικής Τραπέζης καί πλησίον Αγίου Μηνά. Ώρες έπισκέψεων 9—1 καί 5—8 τηλ. 242035. — [671, 1068, 818, 1142]
tv-item: 7.15 Η οικογένεια — [440, 540, 516, 550]
astrinakis-line: ΝΙΚΗΤΑΣ ΣΤΥΛ. ΑΣΤΡΙΝΑΚΗΣ — [558, 1525, 732, 1538]
doctor-name: ΝΙΚ. ΕΜΜ. ΜΠΑΣΤΑΚΗΣ — [133, 891, 248, 901]
doctor-details: Ιατρού Ακτινολόγου ATTCHE DES HOPITAUX DE LYON, όδός Κοντα νολέων 22, 1ος όροφος (έναντι Μητροπόλεως). Τηλ. 22.54.44. — [840, 1136, 993, 1178]
minoan-list — [297, 785, 422, 874]
liqui-line: Κάνει τά παλιό — [1066, 1778, 1132, 1788]
astoria-line: ΚΟΜΗΣ ΔΡΑΚΟΥΛΑΣ — [211, 1731, 312, 1741]
doctor-ad — [668, 682, 820, 814]
cinema-line: ΑΣΤΟΡΙΑ — [298, 108, 340, 118]
doctor-details: Μαιευτήρ - Χειρουργός Γυναικολόγος Διδάκτωρ του Πανεπι- στήμιου του HEIDELBERG (Δυτ. Γερμανίας) Αντικαρκινικός Έλεγ- χος, Διαγνωση Στείρό- τητας καί Σεξουαλικής Παθολογίας. Δέχεται είς τό ιατρείον του Πλατεία Κορνάρου (Βαλιδέ Τζαμί), Άνω θεν Έθνικής Τραπέζης Ελλάδος (3ος όροφος) Καθ' έκάστην 9—1 π.μ. καί 5—8 μ.μ. έκτός Τετάρτης καί Σαββάτου άπογευμα). Τηλ. Ιτρείου 224031 Κλινικής «ΑΣΚΛΗΠΙΟΣ» Διαγνωστικό Κέντρο Ύ- γείας ΑΣΚΛΗΠΙΟΣ Παιδί- άνος Ηρακλείου Κρήτης, Γρώμου 74, Πόρος. Τηλ. 225978. — [1019, 1163, 1192, 1323]
feasts-list — [101, 182, 277, 338]
travel-tickets: ΕΙΣΙΤΗΡΙΑ ΕΣΩΤ.—ΕΞΩΤΕΡΙΚΟΥ — [158, 1465, 365, 1481]
kronos-detail-line: ΒΕΓΓΟΣ Ο ΤΡΕΛΛΟΣ ΚΑΜΙΚΑΖΙ — [1316, 1820, 1465, 1830]
kronos-detail-line: ΜΑΖΙ ΤΟΥ, ΟΙ: — [1360, 1844, 1421, 1854]
